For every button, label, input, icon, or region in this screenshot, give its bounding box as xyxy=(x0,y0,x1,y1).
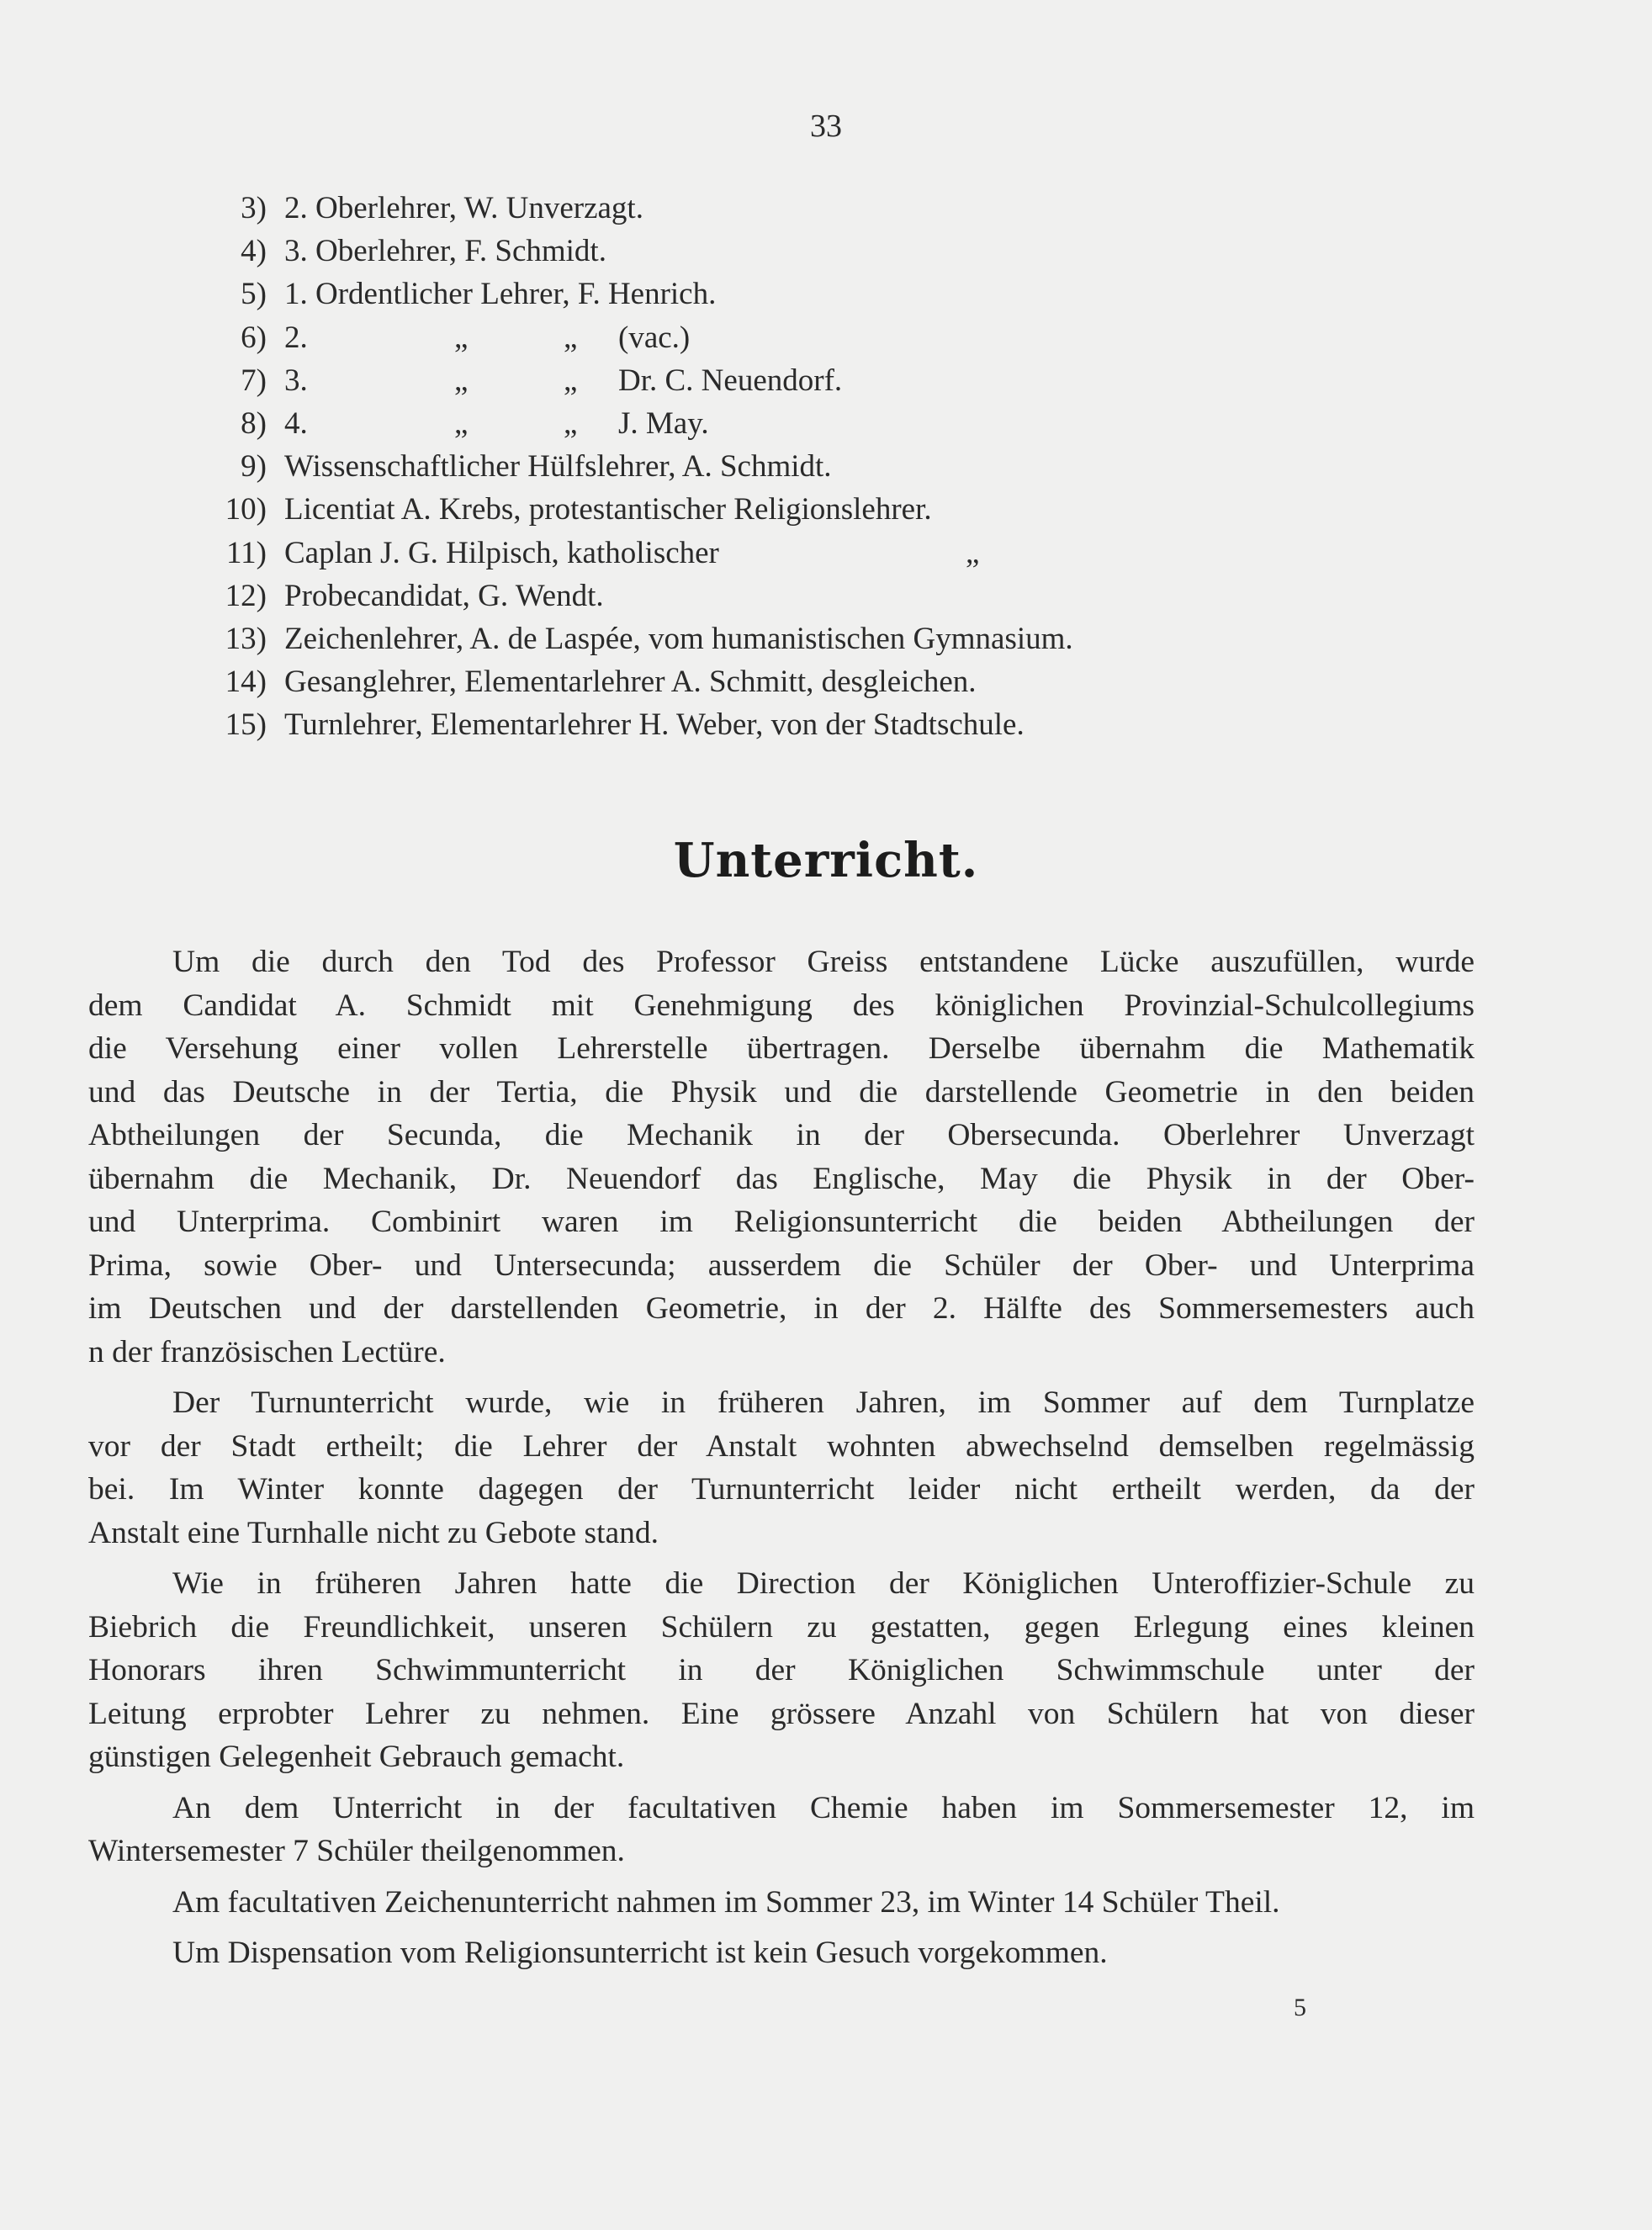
staff-item-name: (vac.) xyxy=(618,320,691,355)
staff-list-item xyxy=(0,617,1652,661)
staff-list-item xyxy=(0,488,1652,532)
staff-item-text: 4. xyxy=(284,406,308,441)
text-line: übernahm die Mechanik, Dr. Neuendorf das Englische, May die Physik in der Ober- xyxy=(88,1161,1475,1196)
ditto-mark: „ xyxy=(564,406,578,441)
staff-item-text: Turnlehrer, Elementarlehrer H. Weber, von der Stadtschule. xyxy=(284,707,1025,743)
text-line: Leitung erprobter Lehrer zu nehmen. Eine grössere Anzahl von Schülern hat von dieser xyxy=(88,1696,1475,1731)
text-line: Am facultativen Zeichenunterricht nahmen im Sommer 23, im Winter 14 Schüler Theil. xyxy=(172,1884,1280,1920)
staff-item-text: Zeichenlehrer, A. de Laspée, vom humanistischen Gymnasium. xyxy=(284,622,1073,656)
staff-list-item xyxy=(0,359,1652,403)
text-line: n der französischen Lectüre. xyxy=(88,1334,446,1369)
paragraph xyxy=(88,1562,1475,1779)
staff-list-item xyxy=(0,316,1652,360)
text-line: Um Dispensation vom Religionsunterricht ist kein Gesuch vorgekommen. xyxy=(172,1936,1108,1970)
paragraph-gap xyxy=(88,1374,1475,1381)
staff-item-text: 3. xyxy=(284,363,308,398)
text-line: günstigen Gelegenheit Gebrauch gemacht. xyxy=(88,1740,625,1774)
text-line: und das Deutsche in der Tertia, die Physik und die darstellende Geometrie in den beiden xyxy=(88,1074,1475,1110)
text-line: Biebrich die Freundlichkeit, unseren Schülern zu gestatten, gegen Erlegung eines kleinen xyxy=(88,1609,1475,1645)
paragraph-gap xyxy=(88,1873,1475,1881)
section-heading: Unterricht. xyxy=(673,833,979,888)
staff-item-number: 11) xyxy=(226,535,267,570)
staff-item-number: 15) xyxy=(225,707,267,743)
paragraph xyxy=(88,1881,1475,1925)
text-line: Honorars ihren Schwimmunterricht in der Königlichen Schwimmschule unter der xyxy=(88,1653,1475,1687)
text-line: Um die durch den Tod des Professor Greiss entstandene Lücke auszufüllen, wurde xyxy=(172,945,1475,979)
staff-item-text: 1. Ordentlicher Lehrer, F. Henrich. xyxy=(284,277,717,312)
staff-item-text: Caplan J. G. Hilpisch, katholischer xyxy=(284,535,719,570)
staff-item-number: 3) xyxy=(241,191,267,225)
ditto-mark: „ xyxy=(564,363,578,398)
paragraph-gap xyxy=(88,1779,1475,1787)
staff-item-number: 10) xyxy=(225,492,267,527)
staff-item-text: Wissenschaftlicher Hülfslehrer, A. Schmidt. xyxy=(284,449,832,485)
staff-list-item xyxy=(0,273,1652,316)
staff-list-item xyxy=(0,532,1652,575)
paragraph-gap xyxy=(88,1555,1475,1562)
staff-item-name: J. May. xyxy=(618,406,709,441)
staff-item-number: 6) xyxy=(241,320,267,355)
staff-item-text: 2. xyxy=(284,320,308,355)
text-line: und Unterprima. Combinirt waren im Religionsunterricht die beiden Abtheilungen der xyxy=(88,1205,1475,1239)
staff-item-number: 4) xyxy=(241,234,267,269)
staff-item-number: 12) xyxy=(225,578,267,613)
staff-list-item xyxy=(0,445,1652,489)
staff-item-name: Dr. C. Neuendorf. xyxy=(618,363,843,398)
staff-item-number: 13) xyxy=(225,622,267,656)
text-line: Wie in früheren Jahren hatte die Direction der Königlichen Unteroffizier-Schule zu xyxy=(172,1566,1475,1601)
text-line: Wintersemester 7 Schüler theilgenommen. xyxy=(88,1834,625,1868)
text-line: Abtheilungen der Secunda, die Mechanik in der Obersecunda. Oberlehrer Unverzagt xyxy=(88,1118,1475,1152)
staff-list-item xyxy=(0,230,1652,273)
text-line: bei. Im Winter konnte dagegen der Turnunterricht leider nicht ertheilt werden, da der xyxy=(88,1472,1475,1507)
text-line: vor der Stadt ertheilt; die Lehrer der Anstalt wohnten abwechselnd demselben regelmässig xyxy=(88,1428,1475,1464)
staff-item-number: 14) xyxy=(225,665,267,700)
signature-mark: 5 xyxy=(1294,1994,1306,2021)
staff-item-number: 9) xyxy=(241,449,267,485)
ditto-mark: „ xyxy=(966,535,980,570)
paragraph xyxy=(88,1931,1475,1975)
text-line: die Versehung einer vollen Lehrerstelle übertragen. Derselbe übernahm die Mathematik xyxy=(88,1031,1475,1066)
text-line: Der Turnunterricht wurde, wie in früheren Jahren, im Sommer auf dem Turnplatze xyxy=(172,1385,1475,1420)
staff-item-number: 8) xyxy=(241,406,267,441)
text-line: Anstalt eine Turnhalle nicht zu Gebote stand. xyxy=(88,1515,659,1550)
page-number: 33 xyxy=(810,109,842,144)
text-line: An dem Unterricht in der facultativen Chemie haben im Sommersemester 12, im xyxy=(172,1790,1475,1825)
ditto-mark: „ xyxy=(564,320,578,355)
staff-list-item xyxy=(0,187,1652,230)
paragraph-gap xyxy=(88,1924,1475,1931)
text-line: dem Candidat A. Schmidt mit Genehmigung des königlichen Provinzial-Schulcollegiums xyxy=(88,988,1475,1023)
staff-item-text: 2. Oberlehrer, W. Unverzagt. xyxy=(284,191,643,225)
paragraph xyxy=(88,1787,1475,1873)
staff-list-item xyxy=(0,575,1652,618)
staff-list-item xyxy=(0,402,1652,446)
staff-item-number: 7) xyxy=(241,363,267,398)
staff-item-text: Probecandidat, G. Wendt. xyxy=(284,578,604,613)
staff-item-text: 3. Oberlehrer, F. Schmidt. xyxy=(284,234,606,269)
staff-item-text: Gesanglehrer, Elementarlehrer A. Schmitt, desgleichen. xyxy=(284,665,977,700)
paragraph xyxy=(88,1381,1475,1555)
staff-item-number: 5) xyxy=(241,277,267,312)
staff-list-item xyxy=(0,660,1652,704)
text-line: im Deutschen und der darstellenden Geometrie, in der 2. Hälfte des Sommersemesters auch xyxy=(88,1291,1475,1326)
text-line: Prima, sowie Ober- und Untersecunda; ausserdem die Schüler der Ober- und Unterprima xyxy=(88,1247,1475,1283)
ditto-mark: „ xyxy=(454,406,469,441)
staff-item-text: Licentiat A. Krebs, protestantischer Religionslehrer. xyxy=(284,492,932,527)
body-text xyxy=(88,940,1475,1975)
ditto-mark: „ xyxy=(454,363,469,398)
paragraph xyxy=(88,940,1475,1374)
ditto-mark: „ xyxy=(454,320,469,355)
staff-list-item xyxy=(0,703,1652,747)
